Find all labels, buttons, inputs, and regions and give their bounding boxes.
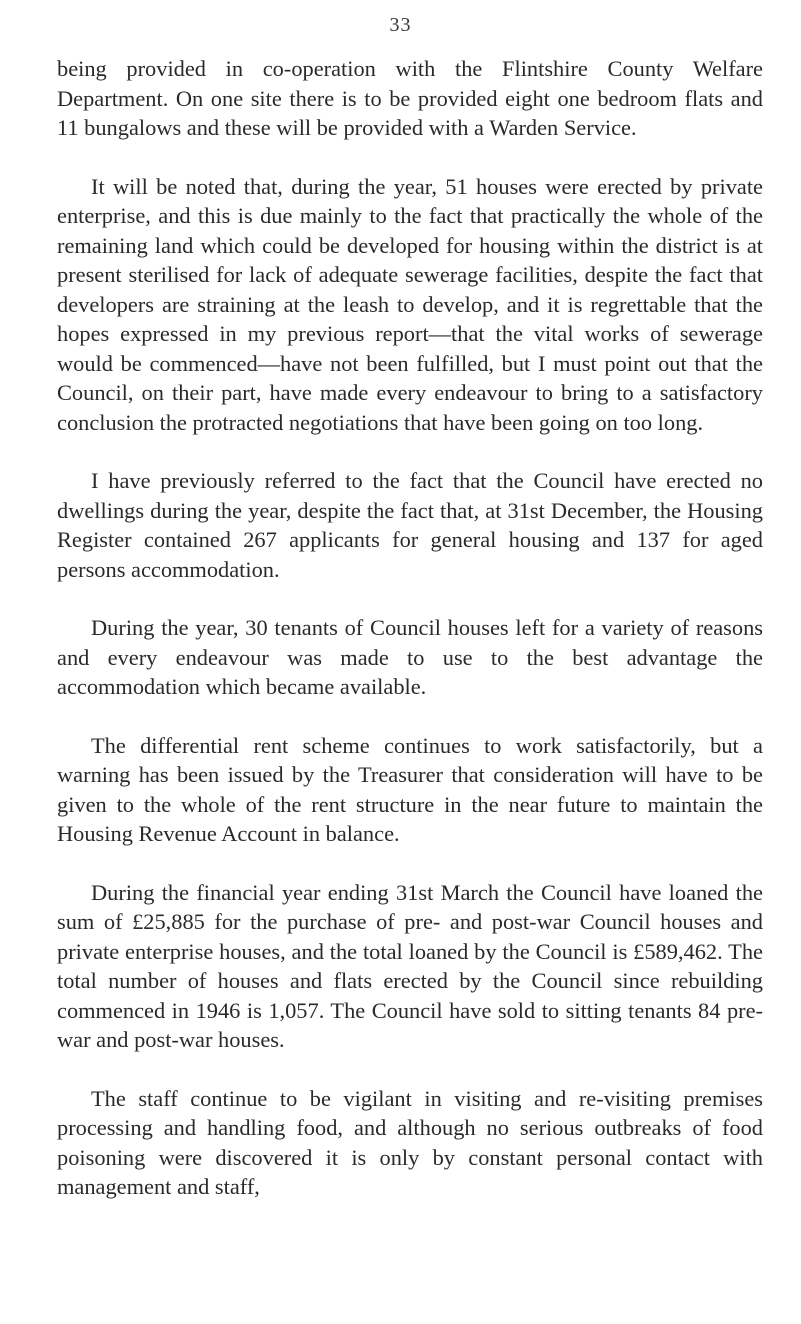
paragraph-council-loans: During the financial year ending 31st March the Council have loaned the sum of £25,885 for the purchase of pre- and post-war Council houses and private enterprise houses, and the total loaned by the Council is £589,462. The total number of houses and flats erected by the Council since rebuilding commenced in 1946 is 1,057. The Council have sold to sitting tenants 84 pre-war and post-war houses. [57,879,763,1052]
paragraph-housing-register: I have previously referred to the fact that the Council have erected no dwellings during the year, despite the fact that, at 31st December, the Housing Register contained 267 applicants for general housing and 137 for aged persons accommodation. [57,468,763,582]
paragraph-tenants-left: During the year, 30 tenants of Council houses left for a variety of reasons and every endeavour was made to use to the best advantage the accommodation which became available. [57,615,763,699]
body-text [57,54,763,1202]
page-number: 33 [389,14,412,36]
paragraph-welfare-flats: being provided in co-operation with the Flintshire County Welfare Department. On one site there is to be provided eight one bedroom flats and 11 bungalows and these will be provided with a Warden Service. [57,56,763,140]
paragraph-private-enterprise-houses: It will be noted that, during the year, 51 houses were erected by private enterprise, and this is due mainly to the fact that practically the whole of the remaining land which could be developed for housing within the district is at present sterilised for lack of adequate sewerage facilities, despite the fact that developers are straining at the leash to develop, and it is regrettable that the hopes expressed in my previous report—that the vital works of sewerage would be commenced—have not been fulfilled, but I must point out that the Council, on their part, have made every endeavour to bring to a satisfactory conclusion the protracted negotiations that have been going on too long. [57,173,763,435]
paragraph-differential-rent: The differential rent scheme continues to work satisfactorily, but a warning has been issued by the Treasurer that consideration will have to be given to the whole of the rent structure in the near future to maintain the Housing Revenue Account in balance. [57,732,763,846]
paragraph-food-premises: The staff continue to be vigilant in visiting and re-visiting premises processing and handling food, and although no serious outbreaks of food poisoning were discovered it is only by constant personal contact with management and staff, [57,1085,763,1199]
